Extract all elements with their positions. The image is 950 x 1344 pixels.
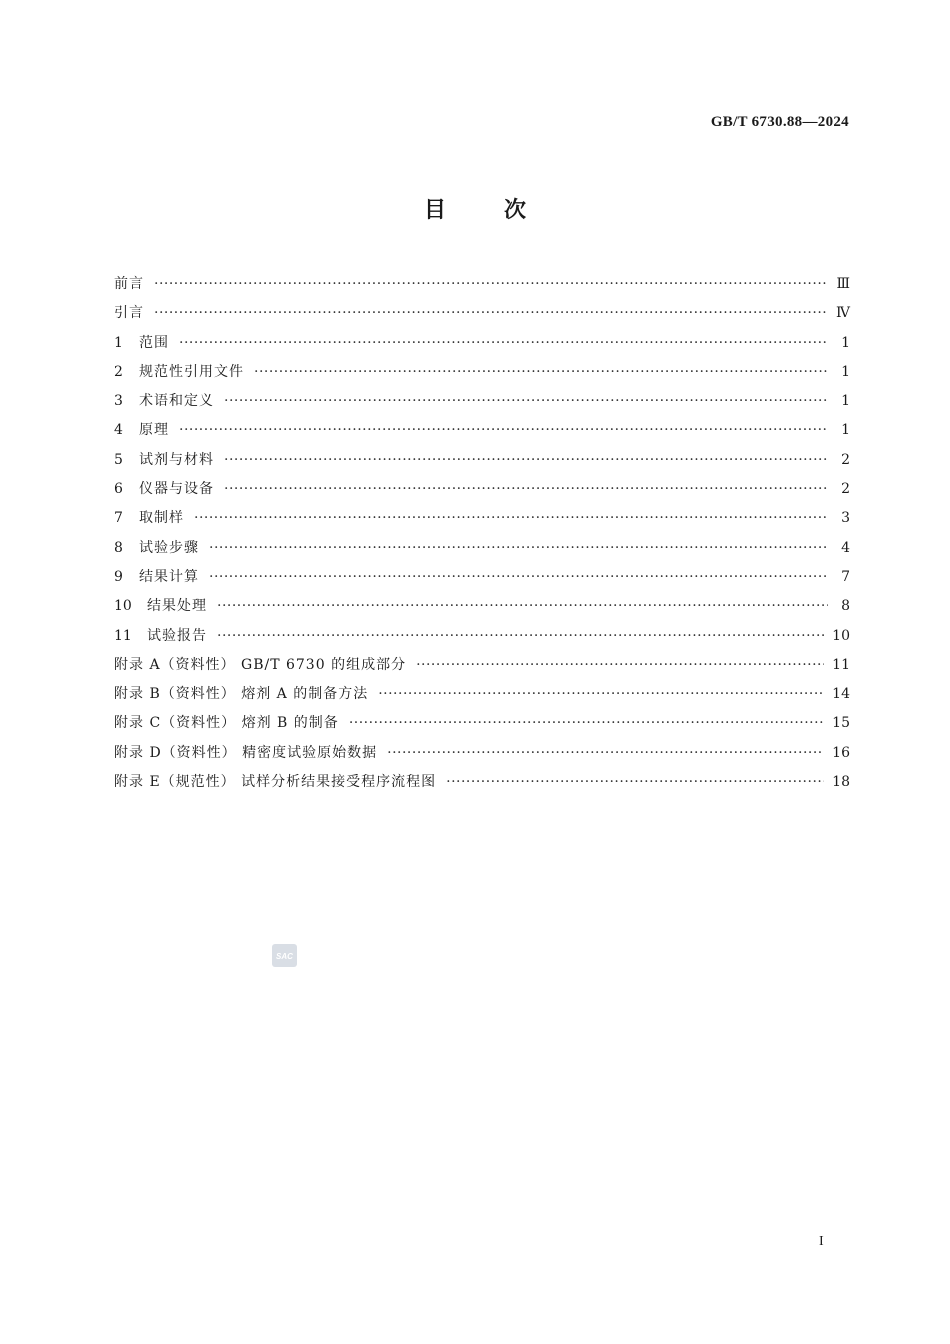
toc-entry[interactable] [114,622,850,651]
toc-entry-label: 试验步骤 [139,539,199,556]
toc-entry-label: 前言 [114,276,144,292]
toc-entry-label: 试验报告 [147,627,207,644]
toc-dot-leader [194,504,828,533]
toc-entry-label: 仪器与设备 [139,481,214,498]
toc-entry-page: 11 [832,656,850,673]
toc-entry[interactable] [114,709,850,738]
toc-entry-page: 4 [841,539,850,556]
toc-dot-leader [446,768,824,797]
toc-dot-leader [154,270,828,299]
toc-entry-label: 原理 [139,422,169,439]
toc-entry-label: 附录 B（资料性） 熔剂 A 的制备方法 [114,686,369,703]
toc-entry-label: 取制样 [139,510,184,527]
toc-entry-page: Ⅲ [836,276,850,292]
toc-dot-leader [349,709,824,738]
toc-entry-label: 规范性引用文件 [139,363,244,380]
standard-number: GB/T 6730.88—2024 [710,114,849,130]
toc-entry-page: 1 [841,334,850,351]
toc-dot-leader [217,592,828,621]
toc-entry[interactable] [114,739,850,768]
toc-entry-page: 10 [832,627,850,644]
toc-entry-page: Ⅳ [836,305,850,322]
toc-entry[interactable] [114,563,850,592]
toc-entry[interactable] [114,534,850,563]
toc-entry-page: 2 [841,451,850,468]
toc-entry-label: 范围 [139,334,169,351]
toc-dot-leader [224,387,828,416]
toc-entry-label: 结果计算 [139,568,199,585]
toc-entry-label: 附录 A（资料性） GB/T 6730 的组成部分 [114,656,407,673]
toc-entry-label: 试剂与材料 [139,451,214,468]
toc-entry[interactable] [114,299,850,328]
toc-entry-page: 1 [841,363,850,380]
toc-entry[interactable] [114,475,850,504]
toc-entry-number: 9 [114,568,123,585]
toc-entry[interactable] [114,446,850,475]
toc-entry-number: 3 [114,393,123,410]
toc-entry-page: 2 [841,481,850,498]
toc-entry-number: 8 [114,539,123,556]
toc-entry-number: 11 [114,627,132,644]
toc-entry-number: 5 [114,451,123,468]
toc-dot-leader [224,475,828,504]
toc-dot-leader [416,651,824,680]
toc-entry[interactable] [114,768,850,797]
toc-dot-leader [209,563,828,592]
toc-entry-page: 18 [832,774,850,791]
toc-entry-label: 附录 E（规范性） 试样分析结果接受程序流程图 [114,774,437,791]
toc-entry-page: 15 [832,715,850,732]
toc-entry-number: 1 [114,334,123,351]
table-of-contents [114,270,850,797]
toc-entry[interactable] [114,270,850,299]
toc-dot-leader [217,622,824,651]
toc-entry[interactable] [114,329,850,358]
page-number: I [819,1234,824,1249]
toc-entry-label: 结果处理 [147,598,207,615]
svg-text:SAC: SAC [276,952,293,961]
toc-dot-leader [378,680,824,709]
toc-dot-leader [179,329,828,358]
toc-entry-page: 1 [841,422,850,439]
toc-entry[interactable] [114,651,850,680]
toc-entry-label: 术语和定义 [139,393,214,410]
toc-entry-number: 10 [114,598,132,615]
toc-entry[interactable] [114,504,850,533]
toc-entry-page: 7 [841,568,850,585]
toc-entry[interactable] [114,387,850,416]
toc-dot-leader [254,358,828,387]
toc-entry[interactable] [114,358,850,387]
toc-entry[interactable] [114,680,850,709]
toc-entry-number: 6 [114,481,123,498]
toc-entry-page: 3 [841,510,850,527]
toc-entry-number: 4 [114,422,123,439]
toc-entry-number: 2 [114,363,123,380]
toc-entry-page: 16 [832,744,850,761]
sac-watermark-logo [271,943,298,968]
toc-entry[interactable] [114,592,850,621]
toc-dot-leader [154,299,828,328]
toc-entry-number: 7 [114,510,123,527]
toc-entry[interactable] [114,416,850,445]
toc-entry-page: 14 [832,686,850,703]
toc-dot-leader [209,534,828,563]
toc-entry-page: 8 [841,598,850,615]
toc-entry-page: 1 [841,393,850,410]
page-title: 目次 [423,198,584,223]
toc-entry-label: 附录 D（资料性） 精密度试验原始数据 [114,744,378,761]
toc-dot-leader [387,739,824,768]
toc-entry-label: 附录 C（资料性） 熔剂 B 的制备 [114,715,339,732]
toc-dot-leader [179,416,828,445]
toc-entry-label: 引言 [114,305,144,322]
toc-dot-leader [224,446,828,475]
